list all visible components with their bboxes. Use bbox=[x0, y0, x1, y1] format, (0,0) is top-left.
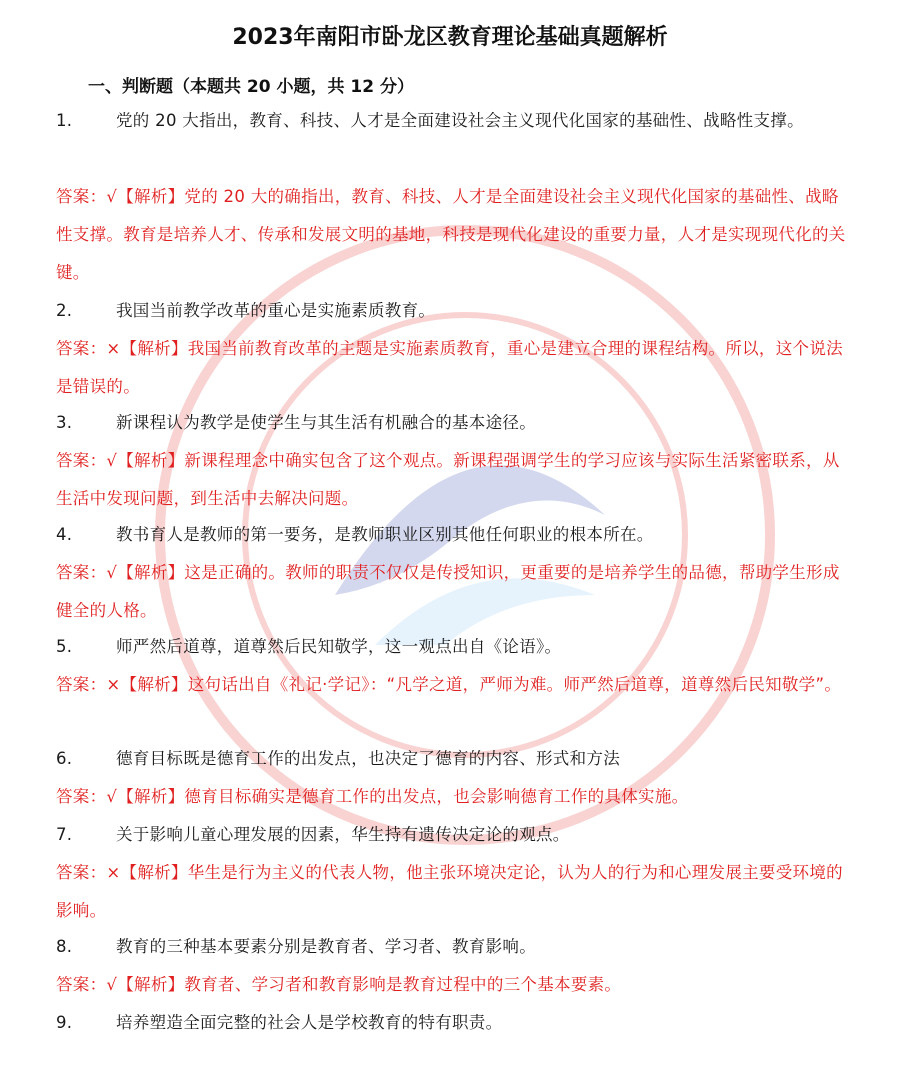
question-2 bbox=[56, 292, 846, 330]
answer-1: 答案：√【解析】党的 20 大的确指出，教育、科技、人才是全面建设社会主义现代化国家的基础性、战略性支撑。教育是培养人才、传承和发展文明的基地，科技是现代化建设的重要力量，人才是实现现代化的关键。 bbox=[56, 187, 846, 282]
question-number: 8. bbox=[56, 937, 73, 956]
question-number: 5. bbox=[56, 637, 73, 656]
question-text: 新课程认为教学是使学生与其生活有机融合的基本途径。 bbox=[116, 413, 536, 432]
question-text: 德育目标既是德育工作的出发点，也决定了德育的内容、形式和方法 bbox=[116, 749, 620, 768]
question-3 bbox=[56, 404, 846, 442]
question-4 bbox=[56, 516, 846, 554]
question-text: 教书育人是教师的第一要务，是教师职业区别其他任何职业的根本所在。 bbox=[116, 525, 654, 544]
question-text: 培养塑造全面完整的社会人是学校教育的特有职责。 bbox=[116, 1013, 503, 1032]
answer-8: 答案：√【解析】教育者、学习者和教育影响是教育过程中的三个基本要素。 bbox=[56, 975, 622, 994]
question-number: 9. bbox=[56, 1013, 73, 1032]
answer-4: 答案：√【解析】这是正确的。教师的职责不仅仅是传授知识，更重要的是培养学生的品德，帮助学生形成健全的人格。 bbox=[56, 563, 840, 620]
answer-2: 答案：×【解析】我国当前教育改革的主题是实施素质教育，重心是建立合理的课程结构。所以，这个说法是错误的。 bbox=[56, 339, 843, 396]
answer-6: 答案：√【解析】德育目标确实是德育工作的出发点，也会影响德育工作的具体实施。 bbox=[56, 787, 689, 806]
question-6 bbox=[56, 740, 846, 778]
section-heading: 一、判断题（本题共 20 小题，共 12 分） bbox=[88, 77, 414, 97]
question-text: 教育的三种基本要素分别是教育者、学习者、教育影响。 bbox=[116, 937, 536, 956]
question-1 bbox=[56, 102, 846, 140]
question-text: 关于影响儿童心理发展的因素，华生持有遗传决定论的观点。 bbox=[116, 825, 570, 844]
answer-5: 答案：×【解析】这句话出自《礼记·学记》：“凡学之道，严师为难。师严然后道尊，道尊然后民知敬学”。 bbox=[56, 675, 842, 694]
question-number: 4. bbox=[56, 525, 73, 544]
question-text: 师严然后道尊，道尊然后民知敬学，这一观点出自《论语》。 bbox=[116, 637, 562, 656]
question-text: 我国当前教学改革的重心是实施素质教育。 bbox=[116, 301, 436, 320]
answer-7: 答案：×【解析】华生是行为主义的代表人物，他主张环境决定论，认为人的行为和心理发展主要受环境的影响。 bbox=[56, 863, 843, 920]
answer-3: 答案：√【解析】新课程理念中确实包含了这个观点。新课程强调学生的学习应该与实际生活紧密联系，从生活中发现问题，到生活中去解决问题。 bbox=[56, 451, 840, 508]
question-number: 2. bbox=[56, 301, 73, 320]
question-9 bbox=[56, 1004, 846, 1042]
question-number: 6. bbox=[56, 749, 73, 768]
question-text: 党的 20 大指出，教育、科技、人才是全面建设社会主义现代化国家的基础性、战略性支撑。 bbox=[116, 111, 804, 130]
question-number: 1. bbox=[56, 111, 73, 130]
question-number: 7. bbox=[56, 825, 73, 844]
question-5 bbox=[56, 628, 846, 666]
question-8 bbox=[56, 928, 846, 966]
question-number: 3. bbox=[56, 413, 73, 432]
question-7 bbox=[56, 816, 846, 854]
page-title: 2023年南阳市卧龙区教育理论基础真题解析 bbox=[232, 25, 668, 50]
